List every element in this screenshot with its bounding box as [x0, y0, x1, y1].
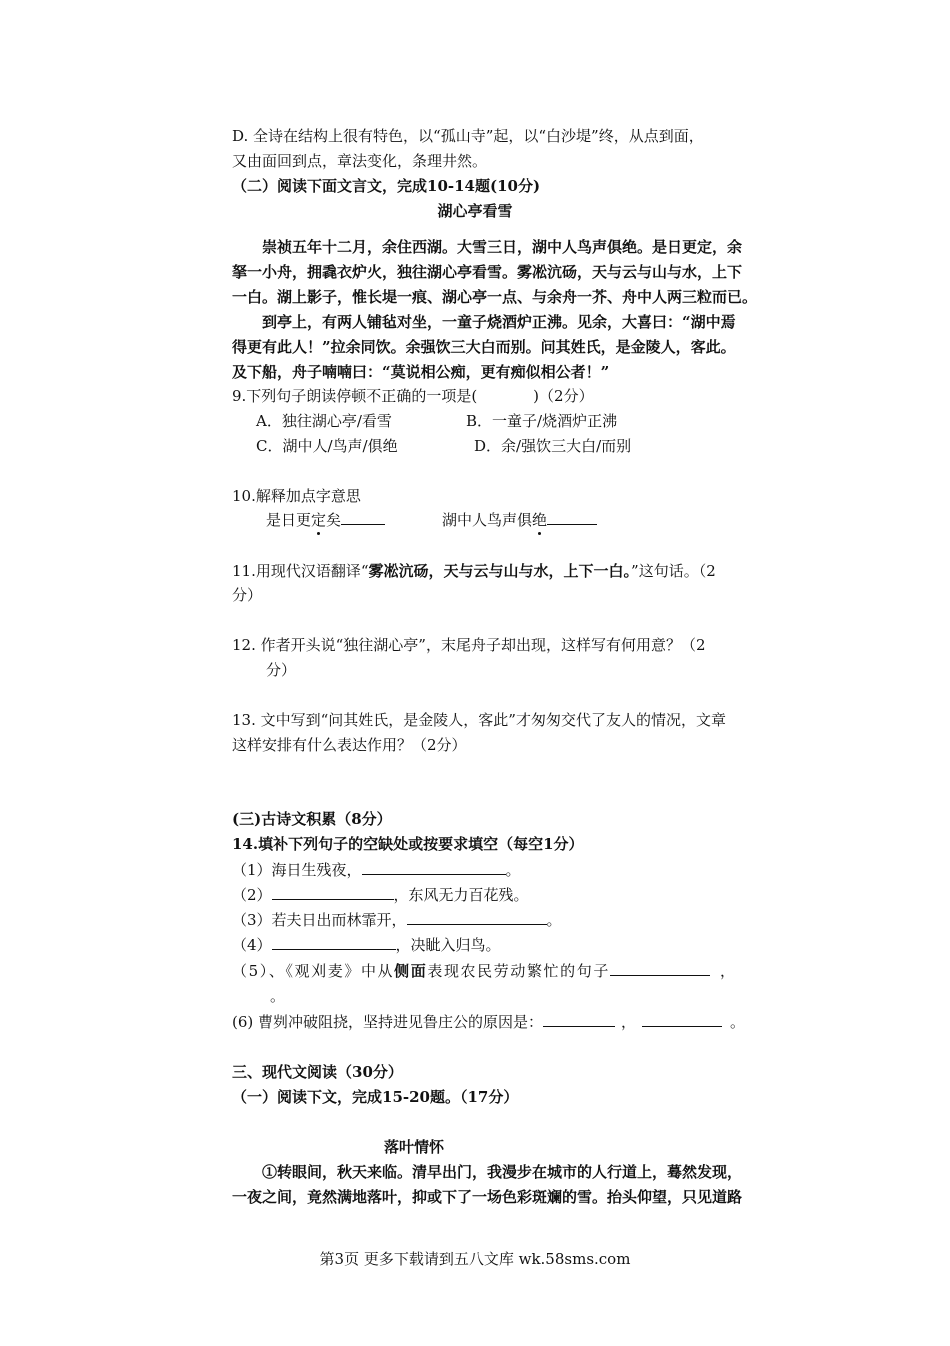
passage2-line1: ①转眼间，秋天来临。清早出门，我漫步在城市的人行道上，蓦然发现， [262, 1163, 743, 1181]
q11-line2: 分） [232, 586, 263, 604]
q14-item2-blank[interactable] [272, 885, 394, 900]
q9-option-a: A．独往湖心亭/看雪 [256, 412, 392, 430]
passage1-line: 崇祯五年十二月，余住西湖。大雪三日，湖中人鸟声俱绝。是日更定，余 [262, 238, 743, 256]
passage1-line: 及下船，舟子喃喃曰：“莫说相公痴，更有痴似相公者！” [232, 363, 610, 381]
passage1-title: 湖心亭看雪 [437, 202, 513, 220]
q14-item5: （5）、《观刈麦》中从侧面表现农民劳动繁忙的句子 ， [232, 962, 737, 980]
q10-item2-dotted-char: 绝 [532, 511, 548, 529]
q14-item5-blank[interactable] [610, 961, 710, 976]
q13-line2: 这样安排有什么表达作用？（2分） [232, 736, 467, 754]
q14-item6-blank2[interactable] [642, 1012, 722, 1027]
q14-item3: （3）若夫日出而林霏开， 。 [232, 911, 562, 929]
q9-option-d: D．余/强饮三大白/而别 [474, 437, 632, 455]
q14-item6: (6) 曹刿冲破阻挠，坚持进见鲁庄公的原因是： ， 。 [232, 1013, 746, 1031]
passage1-line: 拏一小舟，拥毳衣炉火，独往湖心亭看雪。雾凇沆砀，天与云与山与水，上下 [232, 263, 743, 281]
q9-option-b: B．一童子/烧酒炉正沸 [466, 412, 618, 430]
q8-option-d-line2: 又由面回到点，章法变化，条理井然。 [232, 152, 488, 170]
q14-stem: 14.填补下列句子的空缺处或按要求填空（每空1分） [232, 835, 584, 853]
q14-item4: （4） ，决眦入归鸟。 [232, 936, 501, 954]
q9-option-c: C．湖中人/鸟声/俱绝 [256, 437, 398, 455]
passage1-line: 到亭上，有两人铺毡对坐，一童子烧酒炉正沸。见余，大喜曰：“湖中焉 [262, 313, 736, 331]
q10-item1-blank[interactable] [341, 510, 385, 525]
q14-item1: （1）海日生残夜， 。 [232, 861, 521, 879]
part2-header: （二）阅读下面文言文，完成10-14题(10分) [232, 177, 541, 195]
q14-item4-blank[interactable] [272, 935, 396, 950]
q14-item5-end: 。 [270, 987, 286, 1005]
q14-item3-blank[interactable] [407, 910, 547, 925]
q9-stem-end: )（2分） [533, 387, 594, 405]
page-footer: 第3页 更多下载请到五八文库 wk.58sms.com [319, 1250, 631, 1268]
q9-stem [232, 386, 594, 406]
q10-stem: 10.解释加点字意思 [232, 487, 361, 505]
q14-item1-blank[interactable] [362, 860, 506, 875]
q10-item2: 湖中人鸟声俱绝 [442, 510, 597, 530]
passage1-line: 一白。湖上影子，惟长堤一痕、湖心亭一点、与余舟一芥、舟中人两三粒而已。 [232, 288, 758, 306]
part3-header: (三)古诗文积累（8分） [232, 810, 392, 828]
q14-item2: （2） ，东风无力百花残。 [232, 886, 529, 904]
q12-line1: 12. 作者开头说“独往湖心亭”，末尾舟子却出现，这样写有何用意？（2 [232, 636, 706, 654]
q13-line1: 13. 文中写到“问其姓氏，是金陵人，客此”才匆匆交代了友人的情况，文章 [232, 711, 726, 729]
section3-subheader: （一）阅读下文，完成15-20题。（17分） [232, 1088, 519, 1106]
q8-option-d-line1: D. 全诗在结构上很有特色，以“孤山寺”起，以“白沙堤”终，从点到面， [232, 127, 704, 145]
q14-item5-bold: 侧面 [394, 962, 428, 980]
q11-line1: 11.用现代汉语翻译“雾凇沆砀，天与云与山与水，上下一白。”这句话。（2 [232, 562, 716, 580]
passage1-line: 得更有此人！”拉余同饮。余强饮三大白而别。问其姓氏，是金陵人，客此。 [232, 338, 736, 356]
q14-item6-blank1[interactable] [543, 1012, 615, 1027]
section3-header: 三、现代文阅读（30分） [232, 1063, 403, 1081]
q11-quote: 雾凇沆砀，天与云与山与水，上下一白。 [368, 562, 632, 580]
q12-line2: 分） [266, 661, 297, 679]
q10-item1-dotted-char: 定 [311, 511, 327, 529]
passage2-title: 落叶情怀 [384, 1138, 445, 1156]
q9-stem-text: 9.下列句子朗读停顿不正确的一项是( [232, 387, 478, 405]
q10-item1: 是日更定矣 [266, 510, 385, 530]
q10-item2-blank[interactable] [547, 510, 597, 525]
passage2-line2: 一夜之间，竟然满地落叶，抑或下了一场色彩斑斓的雪。抬头仰望，只见道路 [232, 1188, 743, 1206]
